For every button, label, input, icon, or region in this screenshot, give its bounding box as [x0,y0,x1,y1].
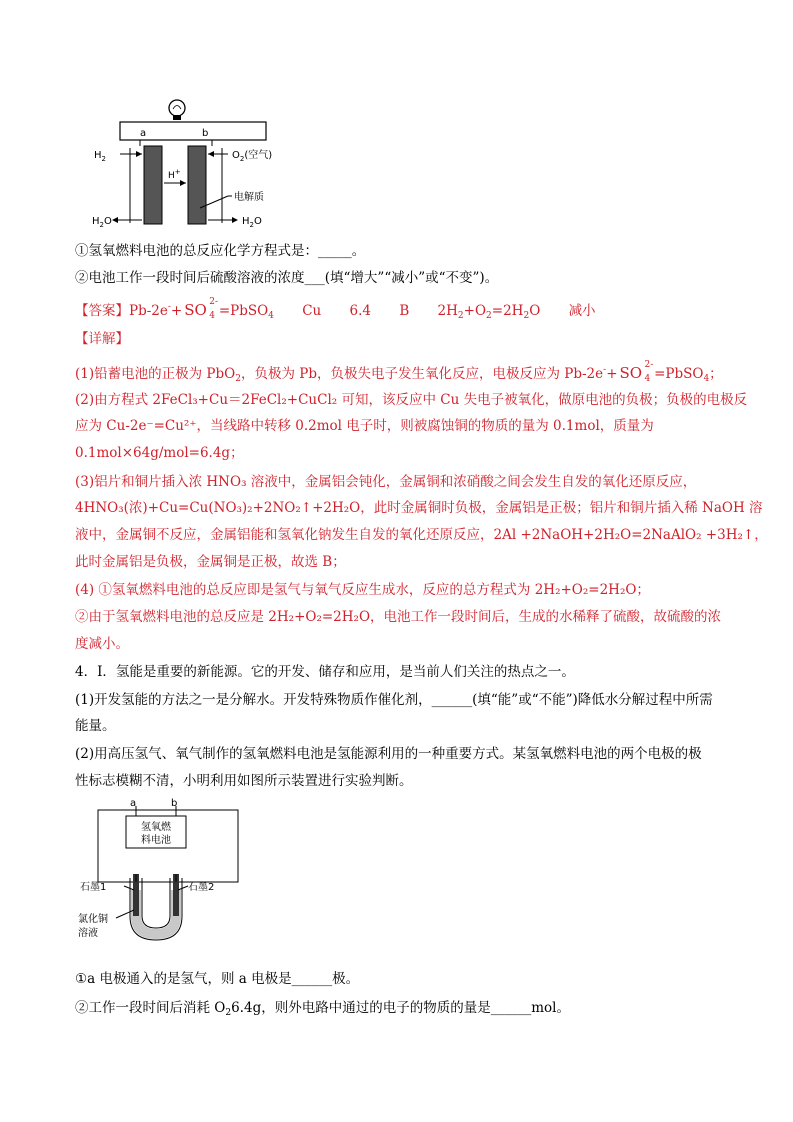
light-bulb-icon [169,100,185,120]
fuel-cell-diagram [92,98,302,230]
detail-label: 【详解】 [75,331,129,347]
terminal-b-label: b [171,798,178,809]
solution-label-2: 溶液 [78,928,98,939]
question-4-2-1: ①a 电极通入的是氢气，则 a 电极是______极。 [75,971,360,987]
cathode-plate [188,146,206,224]
svg-text:H2O: $H_2O$ [242,216,262,229]
svg-text:H+: H+ [168,168,181,181]
svg-text:O2(空气): $O_2$(空气) [232,150,273,163]
answer-line: 【答案】Pb-2e-+ SO 2- 4 =PbSO$_4$ Cu 6.4 B $2H_2+O_2=2H_2O$ 减小 [75,297,596,321]
solution-label-1: 氯化铜 [78,914,108,925]
svg-text:H2O: $H_2O$ [92,216,112,229]
electrolyte-label: 电解质 [234,192,264,203]
detail-p3-l2: 4HNO₃(浓)+Cu=Cu(NO₃)₂+2NO₂↑+2H₂O，此时金属铜时负极，金属铝是正极；铝片和铜片插入稀 NaOH 溶 [75,500,763,516]
detail-p2-l3: 0.1mol×64g/mol=6.4g； [75,445,244,461]
question-4-2-2: ②工作一段时间后消耗 $O_26.4g$，则外电路中通过的电子的物质的量是______mol。 [75,1000,570,1018]
cell-label-2: 料电池 [141,835,171,846]
question-4-2: ②电池工作一段时间后硫酸溶液的浓度___(填“增大”“减小”或“不变”)。 [75,270,499,286]
question-4-s1-l1: (1)开发氢能的方法之一是分解水。开发特殊物质作催化剂，______(填“能”或“不能”)降低水分解过程中所需 [75,692,713,708]
detail-p5-l1: ②由于氢氧燃料电池的总反应是 2H₂+O₂=2H₂O，电池工作一段时间后，生成的水稀释了硫酸，故硫酸的浓 [75,609,722,625]
detail-p3-l3: 液中，金属铜不反应，金属铝能和氢氧化钠发生自发的氧化还原反应，2Al +2NaOH+2H₂O=2NaAlO₂ +3H₂↑， [75,527,768,543]
detail-p5-l2: 度减小。 [75,636,129,652]
detail-p3-l1: (3)铝片和铜片插入浓 HNO₃ 溶液中，金属铝会钝化，金属铜和浓硝酸之间会发生自发的氧化还原反应， [75,474,697,490]
detail-p2-l2: 应为 Cu-2e⁻=Cu²⁺，当线路中转移 0.2mol 电子时，则被腐蚀铜的物质的量为 0.1mol，质量为 [75,418,654,434]
anode-plate [144,146,162,224]
question-4-title: 4．I．氢能是重要的新能源。它的开发、储存和应用，是当前人们关注的热点之一。 [75,664,575,680]
terminal-a-label: a [130,798,137,809]
svg-text:H2: $H_2$ [94,150,106,163]
question-4-s2-l1: (2)用高压氢气、氧气制作的氢氧燃料电池是氢能源利用的一种重要方式。某氢氧燃料电池的两个电极的极 [75,746,702,762]
cell-label-1: 氢氧燃 [141,822,171,833]
detail-p1: (1)铅蓄电池的正极为 PbO$_2$，负极为 Pb，负极失电子发生氧化反应，电极反应为 Pb-2e-+ SO 2- 4 =PbSO$_4$； [75,360,723,384]
electrode-b-label: b [202,128,209,139]
electrolysis-diagram [76,798,246,948]
graphite-1-label: 石墨1 [80,882,107,893]
question-4-1: ①氢氧燃料电池的总反应化学方程式是：_____。 [75,243,366,259]
detail-p2-l1: (2)由方程式 2FeCl₃+Cu＝2FeCl₂+CuCl₂ 可知，该反应中 Cu 失电子被氧化，做原电池的负极；负极的电极反 [75,392,748,408]
detail-p3-l4: 此时金属铝是负极，金属铜是正极，故选 B； [75,554,346,570]
question-4-s2-l2: 性标志模糊不清，小明利用如图所示装置进行实验判断。 [75,773,413,789]
question-4-s1-l2: 能量。 [75,718,116,734]
electrode-a-label: a [140,128,147,139]
graphite-2-label: 石墨2 [188,882,215,893]
detail-p4: (4) ①氢氧燃料电池的总反应即是氢气与氧气反应生成水，反应的总方程式为 2H₂+O₂=2H₂O； [75,582,650,598]
